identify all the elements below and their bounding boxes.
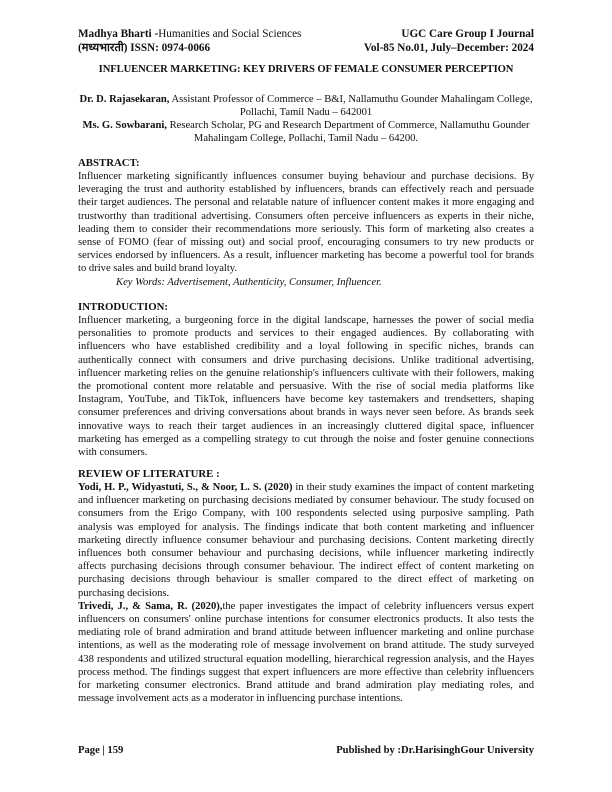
volume-info: Vol-85 No.01, July–December: 2024 — [363, 42, 534, 54]
author-2-affiliation: Research Scholar, PG and Research Department of Commerce, Nallamuthu Gounder Mahalingam College, Pollachi, Tamil Nadu – 64200. — [166, 120, 530, 145]
issn: ISSN: 0974-0066 — [130, 42, 211, 54]
introduction-heading: INTRODUCTION: — [78, 301, 168, 313]
author-block — [78, 93, 534, 145]
introduction-text: Influencer marketing, a burgeoning force in the digital landscape, harnesses the power of social media personalities to promote products and services to their engaged audiences. By collaborating with influencers who have established credibility and a loyal following in specific niches, brands can authentically connect with consumers and drive purchasing decisions. Unlike traditional advertising, influencer marketing relies on the genuine relationship's influencers cultivate with their followers, making the promotional content more relatable and persuasive. With the rise of social media platforms like Instagram, YouTube, and TikTok, influencers have become key tastemakers and trendsetters, shaping consumer preferences and driving conversations about brands in ways never seen before. As brands seek innovative ways to reach their target audiences in an increasingly cluttered digital space, influencer marketing has emerged as a compelling strategy to cut through the noise and foster genuine connections with consumers. — [78, 315, 534, 459]
running-header-line-2 — [78, 42, 534, 55]
literature-entry — [78, 600, 534, 706]
journal-name — [78, 28, 301, 41]
page-footer — [78, 745, 534, 756]
author-1-affiliation: Assistant Professor of Commerce – B&I, Nallamuthu Gounder Mahalingam College, Pollachi, Tamil Nadu – 642001 — [169, 94, 533, 119]
citation: Yodi, H. P., Widyastuti, S., & Noor, L. S. (2020) — [78, 482, 293, 493]
journal-group: UGC Care Group I Journal — [401, 28, 534, 40]
author-2 — [78, 119, 534, 145]
journal-subtitle: Humanities and Social Sciences — [158, 28, 302, 40]
paper-title: INFLUENCER MARKETING: KEY DRIVERS OF FEMALE CONSUMER PERCEPTION — [98, 64, 514, 75]
author-1 — [78, 93, 534, 119]
running-header-line-1 — [78, 28, 534, 41]
citation: Trivedi, J., & Sama, R. (2020), — [78, 600, 223, 612]
publisher: Published by :Dr.HarisinghGour University — [336, 745, 534, 756]
author-1-name: Dr. D. Rajasekaran, — [79, 94, 170, 105]
literature-section — [78, 468, 534, 705]
page-number: Page | 159 — [78, 745, 124, 756]
literature-entry — [78, 481, 534, 600]
introduction-section — [78, 301, 534, 459]
literature-heading: REVIEW OF LITERATURE : — [78, 468, 220, 480]
entry-text: in their study examines the impact of content marketing and influencer marketing on purchasing decisions mediated by consumer behaviour. The study focused on consumers from the Erigo Company, with 100 respondents selected using purposive sampling. Path analysis was employed for analysis. The findings indicate that both content marketing and influencer marketing directly influence consumer behaviour and purchasing decisions. Content marketing directly influences both consumer behaviour and purchasing decisions, while influencer marketing indirectly affects purchasing decisions through consumer behaviour. The indirect effect of content marketing on purchasing decisions through behaviour is smaller compared to the direct effect of marketing on purchasing decisions. — [78, 482, 534, 599]
abstract-text: Influencer marketing significantly influences consumer buying behaviour and purchase decisions. By leveraging the trust and authority established by influencers, brands can effectively reach and persuade their target audiences. The personal and relatable nature of influencer content makes it more engaging and trustworthy than traditional advertising. Consumers often perceive influencers as experts in their niche, leading them to consider their recommendations more seriously. This form of marketing also creates a sense of FOMO (fear of missing out) and social proof, encouraging consumers to try new products or services endorsed by influencers. As a result, influencer marketing has become a powerful tool for brands to drive sales and build brand loyalty. — [78, 171, 534, 275]
abstract-section — [78, 157, 534, 289]
keywords: Key Words: Advertisement, Authenticity, Consumer, Influencer. — [116, 276, 382, 288]
journal-name-bold: Madhya Bharti - — [78, 28, 159, 40]
journal-hindi-name: (मध्यभारती) — [78, 42, 128, 54]
author-2-name: Ms. G. Sowbarani, — [82, 120, 167, 132]
entry-text: the paper investigates the impact of celebrity influencers versus expert influencers on consumers' online purchase intentions for consumer electronics products. It also tests the mediating role of brand admiration and brand attitude between influencer marketing and online purchase intentions, as well as the moderating role of message involvement on brand attitude. The study surveyed 438 respondents and utilized structural equation modelling, hierarchical regression analysis, and the Hayes process method. The findings suggest that expert influencers are more effective than celebrity influencers for marketing consumer electronics. Brand attitude and brand admiration play mediating roles, and message involvement acts as a moderator in influencing purchase intentions. — [78, 600, 534, 705]
abstract-heading: ABSTRACT: — [78, 157, 140, 169]
issn-line — [78, 42, 210, 55]
